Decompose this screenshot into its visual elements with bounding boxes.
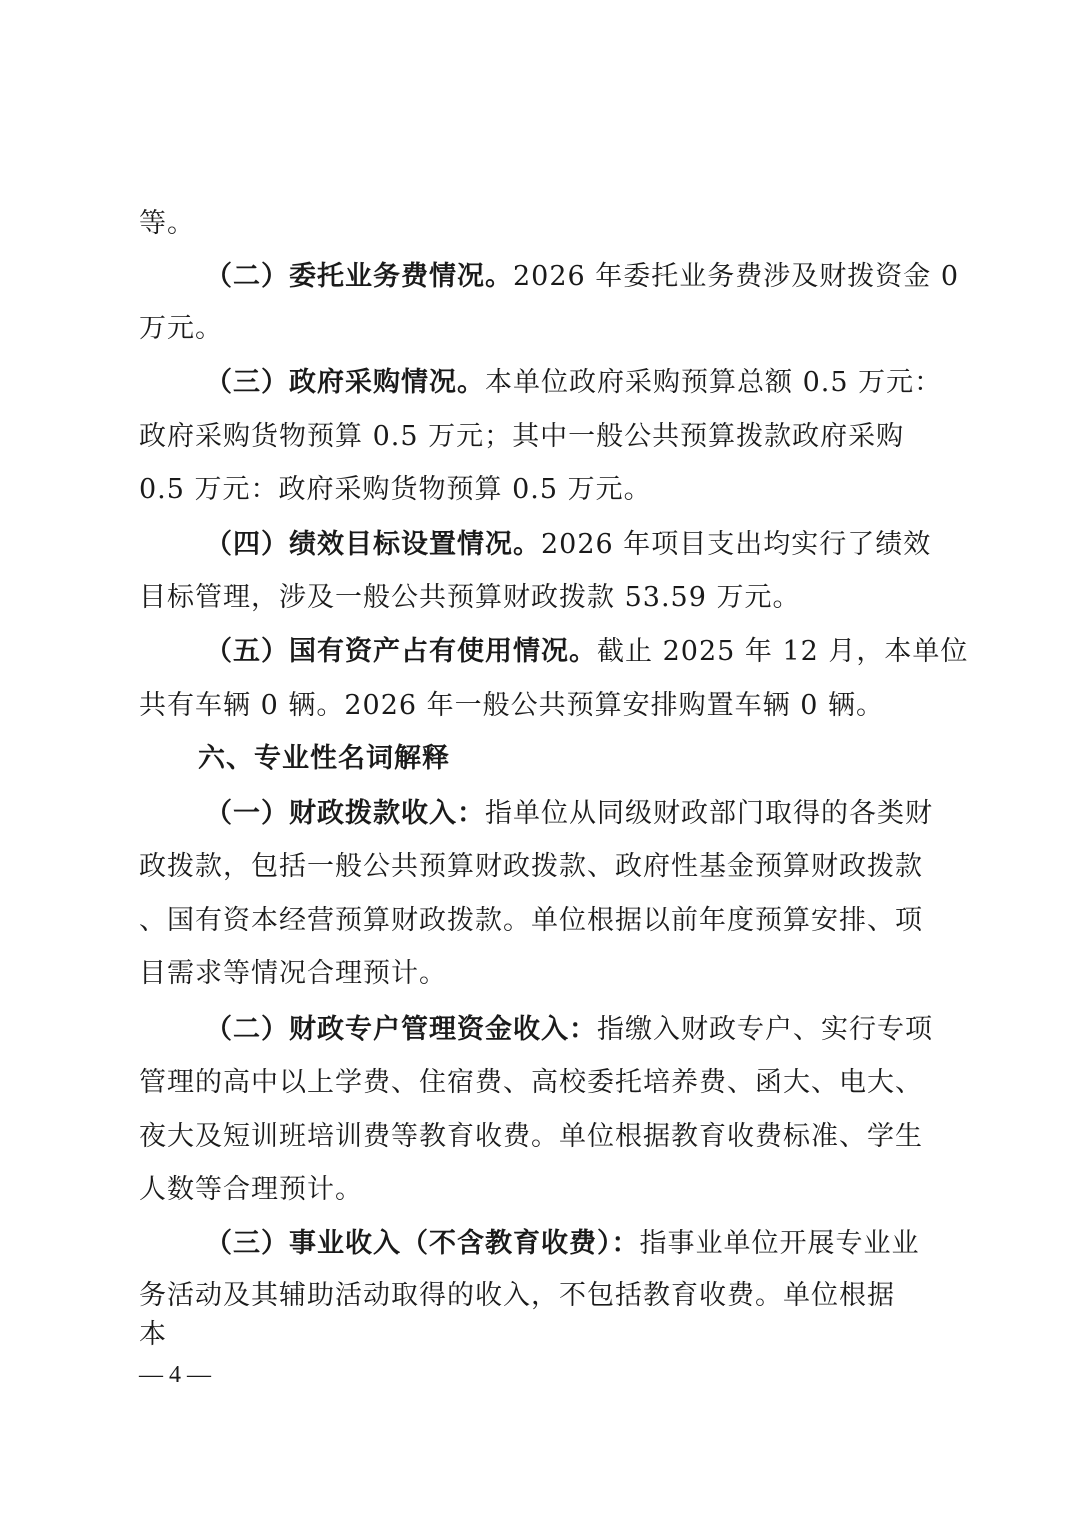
paragraph-line: 、国有资本经营预算财政拨款。单位根据以前年度预算安排、项	[139, 905, 923, 936]
paragraph-line: 人数等合理预计。	[139, 1174, 363, 1205]
paragraph-line: 万元。	[139, 313, 223, 344]
section-label: （三）政府采购情况。	[205, 367, 485, 398]
paragraph-line: （五）国有资产占有使用情况。截止 2025 年 12 月，本单位	[205, 636, 969, 667]
page-number: — 4 —	[139, 1362, 211, 1388]
section-heading: 六、专业性名词解释	[198, 743, 450, 774]
paragraph-line: （二）委托业务费情况。2026 年委托业务费涉及财拨资金 0	[205, 261, 960, 292]
paragraph-line: 目需求等情况合理预计。	[139, 958, 447, 989]
paragraph-line: 管理的高中以上学费、住宿费、高校委托培养费、函大、电大、	[139, 1067, 923, 1098]
paragraph-line: （二）财政专户管理资金收入：指缴入财政专户、实行专项	[205, 1014, 933, 1045]
paragraph-line: 共有车辆 0 辆。2026 年一般公共预算安排购置车辆 0 辆。	[139, 690, 884, 721]
paragraph-line: 夜大及短训班培训费等教育收费。单位根据教育收费标准、学生	[139, 1121, 923, 1152]
paragraph-line: 务活动及其辅助活动取得的收入，不包括教育收费。单位根据	[139, 1280, 895, 1311]
paragraph-line: （一）财政拨款收入：指单位从同级财政部门取得的各类财	[205, 798, 933, 829]
section-label: （五）国有资产占有使用情况。	[205, 636, 597, 667]
paragraph-line: 目标管理，涉及一般公共预算财政拨款 53.59 万元。	[139, 582, 801, 613]
paragraph-line: 政府采购货物预算 0.5 万元；其中一般公共预算拨款政府采购	[139, 421, 905, 452]
term-label: （三）事业收入（不含教育收费）：	[205, 1228, 640, 1259]
term-label: （一）财政拨款收入：	[205, 798, 485, 829]
term-label: （二）财政专户管理资金收入：	[205, 1014, 597, 1045]
paragraph-line: （四）绩效目标设置情况。2026 年项目支出均实行了绩效	[205, 529, 932, 560]
paragraph-line: （三）政府采购情况。本单位政府采购预算总额 0.5 万元：	[205, 367, 943, 398]
paragraph-line: （三）事业收入（不含教育收费）：指事业单位开展专业业	[205, 1228, 920, 1259]
paragraph-line: 本	[139, 1319, 167, 1350]
section-label: （二）委托业务费情况。	[205, 261, 513, 292]
paragraph-line: 政拨款，包括一般公共预算财政拨款、政府性基金预算财政拨款	[139, 851, 923, 882]
paragraph-line: 0.5 万元：政府采购货物预算 0.5 万元。	[139, 474, 652, 505]
section-label: （四）绩效目标设置情况。	[205, 529, 541, 560]
paragraph-line: 等。	[139, 208, 195, 239]
